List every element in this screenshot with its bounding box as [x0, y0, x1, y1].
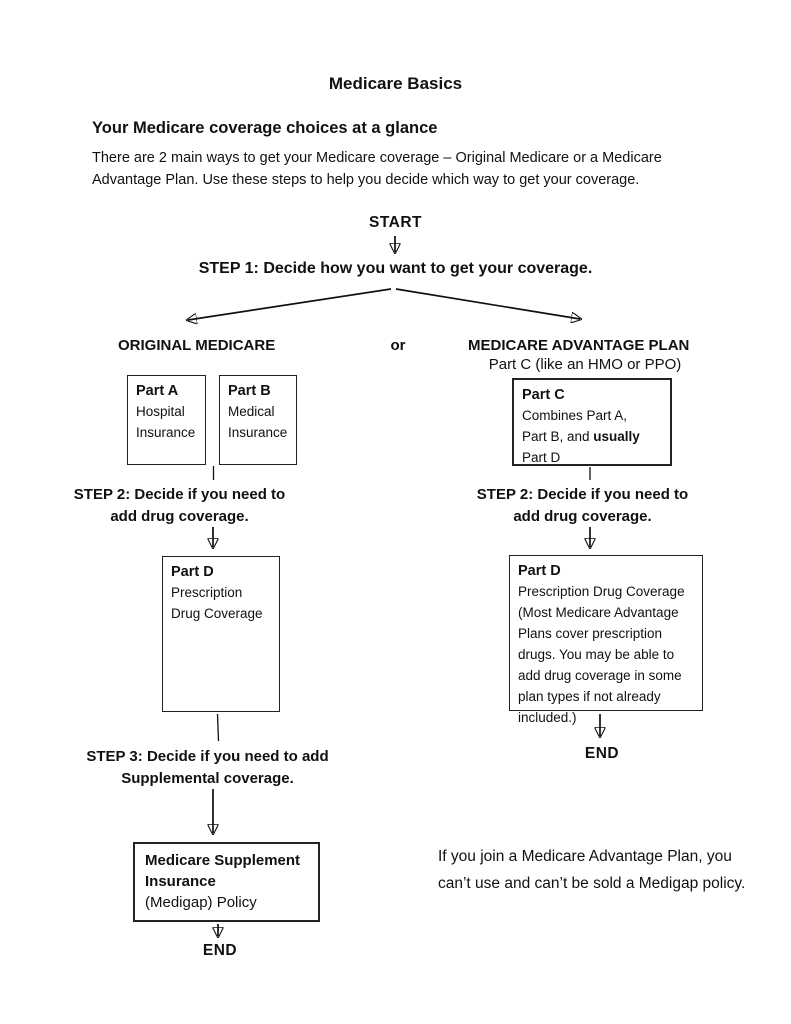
part-a-box [127, 375, 206, 465]
medigap-desc: (Medigap) Policy [145, 894, 257, 911]
step2-right-label [475, 484, 690, 528]
part-b-desc: Medical Insurance [228, 404, 288, 440]
part-c-desc-usually: usually [593, 429, 640, 444]
part-c-desc-line3: Part D [522, 450, 561, 465]
step1-label: STEP 1: Decide how you want to get your coverage. [198, 260, 593, 277]
part-c-box [512, 378, 672, 466]
medicare-advantage-subheader: Part C (like an HMO or PPO) [488, 356, 682, 373]
part-d-original-box [162, 556, 280, 712]
medigap-title: Medicare Supplement Insurance [145, 852, 301, 890]
step2-right-line1: STEP 2: Decide if you need to [476, 486, 689, 503]
part-d-advantage-title: Part D [518, 563, 561, 579]
step2-left-line1: STEP 2: Decide if you need to [73, 486, 286, 503]
end-label-advantage: END [584, 745, 620, 762]
part-c-title: Part C [522, 387, 565, 403]
medicare-advantage-header: MEDICARE ADVANTAGE PLAN [468, 337, 690, 354]
step2-right-line2: add drug coverage. [513, 508, 652, 525]
intro-paragraph: There are 2 main ways to get your Medicare coverage – Original Medicare or a Medicare Advantage Plan. Use these steps to help you decide which way to get your coverage. [92, 150, 662, 188]
step3-line1: STEP 3: Decide if you need to add [86, 748, 329, 765]
end-label-original: END [202, 942, 238, 959]
or-label: or [390, 337, 406, 354]
medigap-note: If you join a Medicare Advantage Plan, you can’t use and can’t be sold a Medigap policy. [438, 848, 746, 892]
part-d-advantage-box [509, 555, 703, 725]
arrow-split-right [396, 289, 580, 319]
start-label: START [368, 214, 422, 231]
medigap-box [133, 842, 320, 922]
original-medicare-header: ORIGINAL MEDICARE [118, 337, 276, 354]
step3-label [75, 746, 340, 790]
step2-left-line2: add drug coverage. [110, 508, 249, 525]
part-c-desc [522, 405, 662, 468]
part-d-advantage-desc: Prescription Drug Coverage (Most Medicare Advantage Plans cover prescription drugs. You may be able to add drug coverage in some plan types if not already included.) [518, 584, 685, 725]
part-d-original-desc: Prescription Drug Coverage [171, 585, 263, 621]
part-a-title: Part A [136, 383, 179, 399]
step2-left-label [72, 484, 287, 528]
part-c-desc-line1: Combines Part A, [522, 408, 628, 423]
page-title: Medicare Basics [328, 74, 463, 93]
part-a-desc: Hospital Insurance [136, 404, 196, 440]
part-d-original-title: Part D [171, 564, 214, 580]
section-heading: Your Medicare coverage choices at a glance [92, 119, 438, 137]
connector-partd-to-step3 [218, 714, 219, 741]
arrow-split-left [188, 289, 391, 320]
part-b-title: Part B [228, 383, 271, 399]
part-b-box [219, 375, 297, 465]
step3-line2: Supplemental coverage. [121, 770, 294, 787]
part-c-desc-line2a: Part B, and [522, 429, 594, 444]
